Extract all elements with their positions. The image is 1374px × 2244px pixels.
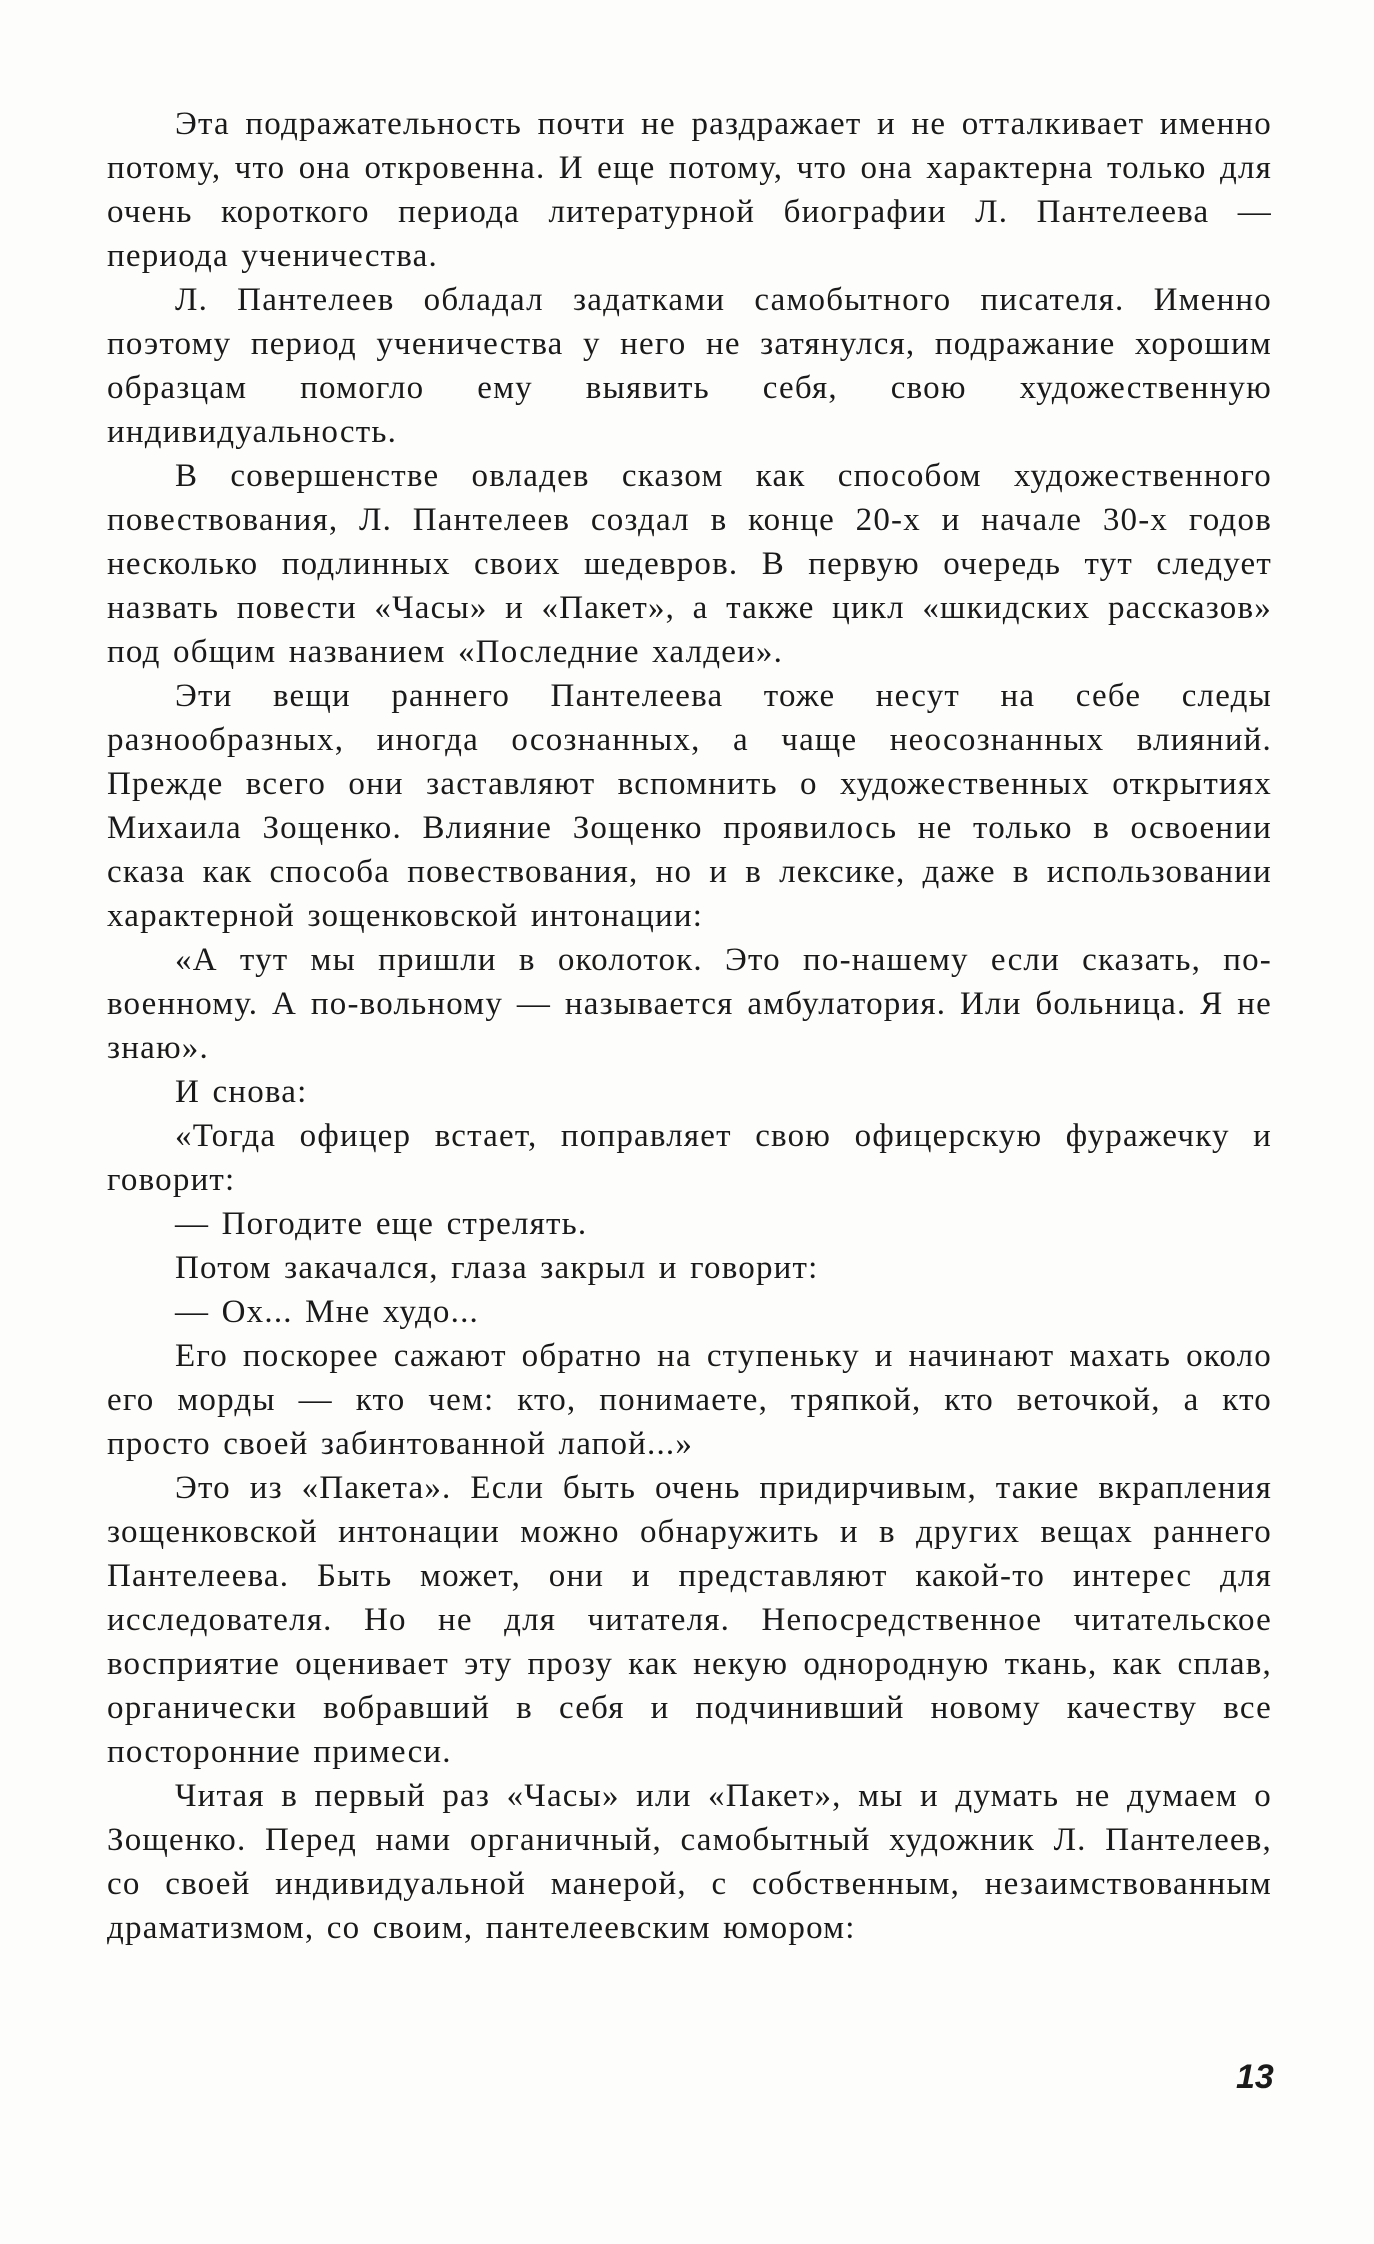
- quote-paragraph: — Ох... Мне худо...: [175, 1294, 479, 1330]
- paragraph: Эта подражательность почти не раздражает и не отталкивает именно потому, что она откровенна. И еще потому, что она характерна только для очень короткого периода литературной биографии Л. Пантелеева — периода ученичества.: [107, 106, 1272, 274]
- paragraph: Эти вещи раннего Пантелеева тоже несут на себе следы разнообразных, иногда осознанных, а чаще неосознанных влияний. Прежде всего они заставляют вспомнить о художественных открытиях Михаила Зощенко. Влияние Зощенко проявилось не только в освоении сказа как способа повествования, но и в лексике, даже в использовании характерной зощенковской интонации:: [107, 678, 1272, 934]
- quote-paragraph: Потом закачался, глаза закрыл и говорит:: [175, 1250, 819, 1286]
- paragraph: Это из «Пакета». Если быть очень придирчивым, такие вкрапления зощенковской интонации можно обнаружить и в других вещах раннего Пантелеева. Быть может, они и представляют какой-то интерес для исследователя. Но не для читателя. Непосредственное читательское восприятие оценивает эту прозу как некую однородную ткань, как сплав, органически вобравший в себя и подчинивший новому качеству все посторонние примеси.: [107, 1470, 1272, 1770]
- quote-paragraph: «Тогда офицер встает, поправляет свою офицерскую фуражечку и говорит:: [107, 1118, 1272, 1198]
- page-text: [107, 102, 1272, 1950]
- quote-paragraph: — Погодите еще стрелять.: [175, 1206, 588, 1242]
- quote-paragraph: Его поскорее сажают обратно на ступеньку и начинают махать около его морды — кто чем: кто, понимаете, тряпкой, кто веточкой, а кто просто своей забинтованной лапой...»: [107, 1338, 1272, 1462]
- paragraph: Л. Пантелеев обладал задатками самобытного писателя. Именно поэтому период ученичества у него не затянулся, подражание хорошим образцам помогло ему выявить себя, свою художественную индивидуальность.: [107, 282, 1272, 450]
- quote-paragraph: «А тут мы пришли в околоток. Это по-нашему если сказать, по-военному. А по-вольному — называется амбулатория. Или больница. Я не знаю».: [107, 942, 1272, 1066]
- paragraph: Читая в первый раз «Часы» или «Пакет», мы и думать не думаем о Зощенко. Перед нами органичный, самобытный художник Л. Пантелеев, со своей индивидуальной манерой, с собственным, незаимствованным драматизмом, со своим, пантелеевским юмором:: [107, 1778, 1272, 1946]
- paragraph: В совершенстве овладев сказом как способом художественного повествования, Л. Пантелеев создал в конце 20-х и начале 30-х годов несколько подлинных своих шедевров. В первую очередь тут следует назвать повести «Часы» и «Пакет», а также цикл «шкидских рассказов» под общим названием «Последние халдеи».: [107, 458, 1272, 670]
- page-number: 13: [1236, 2058, 1274, 2096]
- paragraph: И снова:: [175, 1074, 308, 1110]
